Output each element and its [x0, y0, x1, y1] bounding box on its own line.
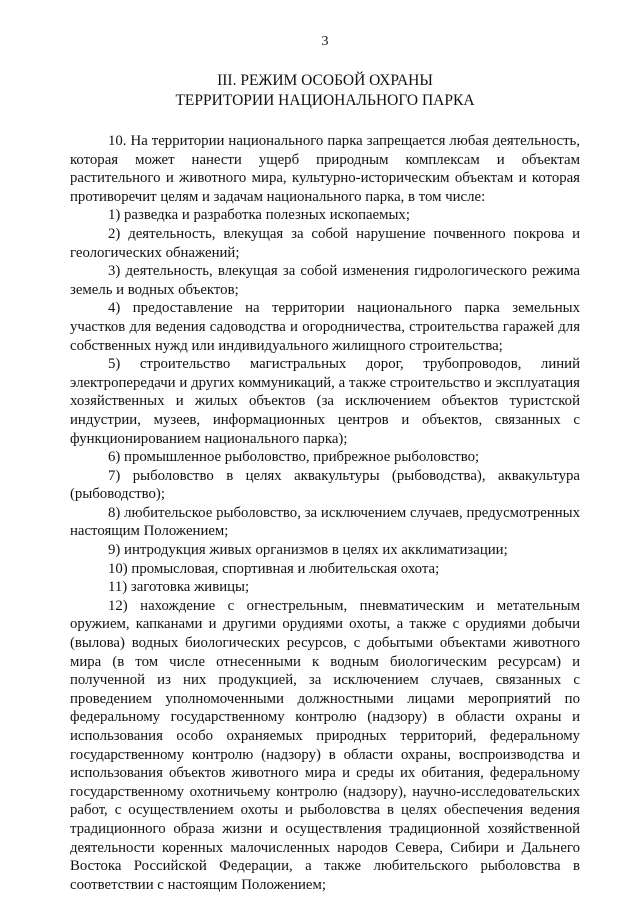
paragraph-subitem-10: 10) промысловая, спортивная и любительская охота; [108, 560, 440, 577]
paragraph-subitem-1: 1) разведка и разработка полезных ископаемых; [108, 207, 410, 224]
document-body [70, 132, 580, 894]
paragraph-subitem-6: 6) промышленное рыболовство, прибрежное рыболовство; [108, 449, 480, 466]
paragraph-subitem-8: 8) любительское рыболовство, за исключением случаев, предусмотренных настоящим Положением; [70, 504, 580, 540]
paragraph-subitem-2: 2) деятельность, влекущая за собой нарушение почвенного покрова и геологических обнажений; [70, 225, 580, 261]
paragraph-subitem-4: 4) предоставление на территории национального парка земельных участков для ведения садоводства и огородничества, строительства гаражей для собственных нужд или индивидуального жилищного строительства; [70, 300, 580, 354]
paragraph-subitem-3: 3) деятельность, влекущая за собой изменения гидрологического режима земель и водных объектов; [70, 263, 580, 298]
paragraph-subitem-7: 7) рыболовство в целях аквакультуры (рыбоводства), аквакультура (рыбоводство); [70, 467, 580, 503]
paragraph-subitem-9: 9) интродукция живых организмов в целях их акклиматизации; [108, 542, 508, 559]
section-title [70, 71, 580, 111]
paragraph-subitem-5: 5) строительство магистральных дорог, трубопроводов, линий электропередачи и других коммуникаций, а также строительство и эксплуатация хозяйственных и жилых объектов (за исключением объектов туристской индустрии, музеев, информационных центров и объектов, связанных с функционированием национального парка); [70, 356, 580, 447]
paragraph-item-10: 10. На территории национального парка запрещается любая деятельность, которая может нанести ущерб природным комплексам и объектам растительного и животного мира, культурно-историческим объектам и которая противоречит целям и задачам национального парка, в том числе: [70, 133, 580, 205]
section-title-line-2: ТЕРРИТОРИИ НАЦИОНАЛЬНОГО ПАРКА [175, 92, 475, 109]
paragraph-subitem-11: 11) заготовка живицы; [108, 579, 250, 596]
section-title-line-1: III. РЕЖИМ ОСОБОЙ ОХРАНЫ [217, 72, 433, 89]
paragraph-subitem-12: 12) нахождение с огнестрельным, пневматическим и метательным оружием, капканами и другими орудиями охоты, а также с орудиями добычи (вылова) водных биологических ресурсов, с добытыми объектами животного мира (в том числе отнесенными к водным биологическим ресурсам) и полученной из них продукцией, за исключением случаев, связанных с проведением уполномоченными должностными лицами мероприятий по федеральному государственному контролю (надзору) в области охраны и использования особо охраняемых природных территорий, федеральному государственному контролю (надзору) в области охраны, воспроизводства и использования объектов животного мира и среды их обитания, федеральному государственному охотничьему контролю (надзору), научно-исследовательских работ, с осуществлением охоты и рыболовства в целях обеспечения ведения традиционного образа жизни и осуществления традиционной хозяйственной деятельности коренных малочисленных народов Севера, Сибири и Дальнего Востока Российской Федерации, а также любительского рыболовства в соответствии с настоящим Положением; [70, 597, 580, 893]
page-number: 3 [321, 34, 329, 49]
